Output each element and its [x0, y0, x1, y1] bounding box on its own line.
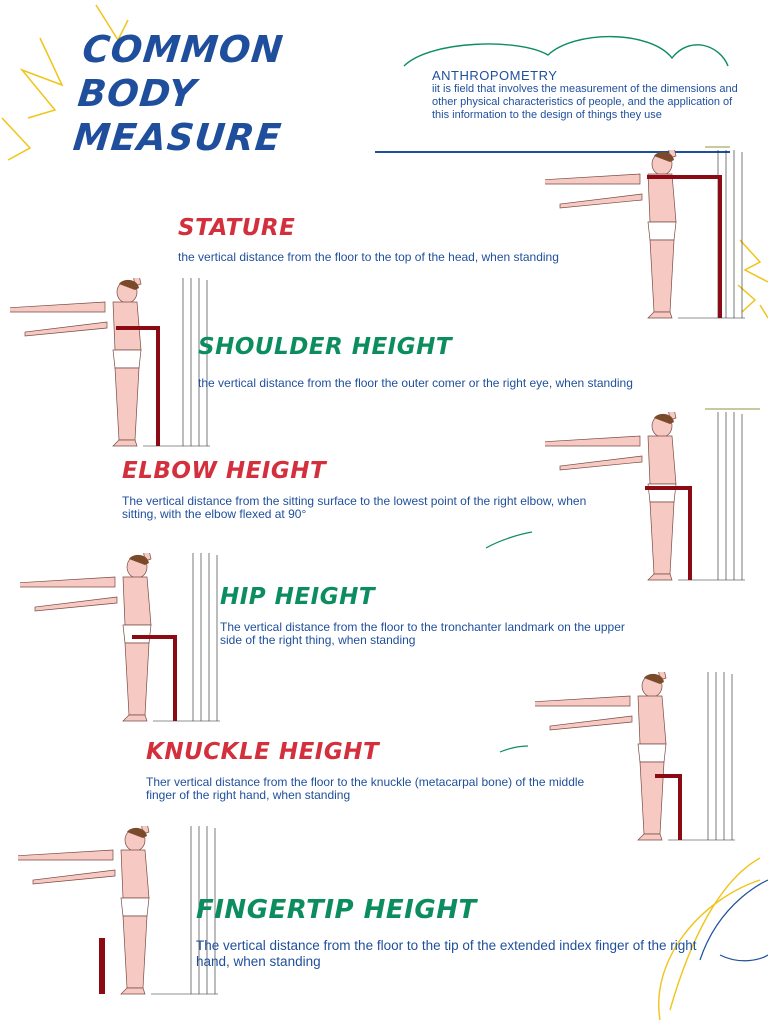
title-line: COMMON: [80, 28, 286, 71]
hip-height-text: The vertical distance from the floor to the tronchanter landmark on the upper side of the right thing, when standing: [220, 620, 625, 647]
fingertip-height-figure: [18, 826, 218, 996]
elbow-height-heading: ELBOW HEIGHT: [122, 458, 327, 484]
shoulder-height-heading: SHOULDER HEIGHT: [198, 334, 453, 360]
elbow-height-text: The vertical distance from the sitting surface to the lowest point of the right elbow, when sitting, with the elbow flexed at 90°: [122, 494, 587, 521]
knuckle-height-heading: KNUCKLE HEIGHT: [146, 739, 380, 765]
shoulder-height-text: the vertical distance from the floor the outer comer or the right eye, when standing: [198, 376, 633, 390]
shoulder-height-figure: [10, 278, 210, 448]
stature-text: the vertical distance from the floor to the top of the head, when standing: [178, 250, 559, 264]
anthropometry-text: iit is field that involves the measurement of the dimensions and other physical characteristics of people, and the application of this information to the design of things they use: [432, 83, 738, 121]
stature-figure: [545, 150, 745, 320]
title-line: BODY: [75, 72, 199, 115]
knuckle-height-text: Ther vertical distance from the floor to the knuckle (metacarpal bone) of the middle finger of the right hand, when standing: [146, 775, 585, 802]
hip-height-heading: HIP HEIGHT: [220, 584, 376, 610]
stature-heading: STATURE: [178, 215, 296, 241]
title-line: MEASURE: [71, 116, 284, 159]
knuckle-height-figure: [535, 672, 735, 842]
hip-height-figure: [20, 553, 220, 723]
fingertip-height-heading: FINGERTIP HEIGHT: [196, 895, 477, 925]
page-title: [71, 28, 293, 160]
anthropometry-heading: ANTHROPOMETRY: [432, 68, 558, 83]
fingertip-height-text: The vertical distance from the floor to the tip of the extended index finger of the right hand, when standing: [196, 938, 697, 969]
